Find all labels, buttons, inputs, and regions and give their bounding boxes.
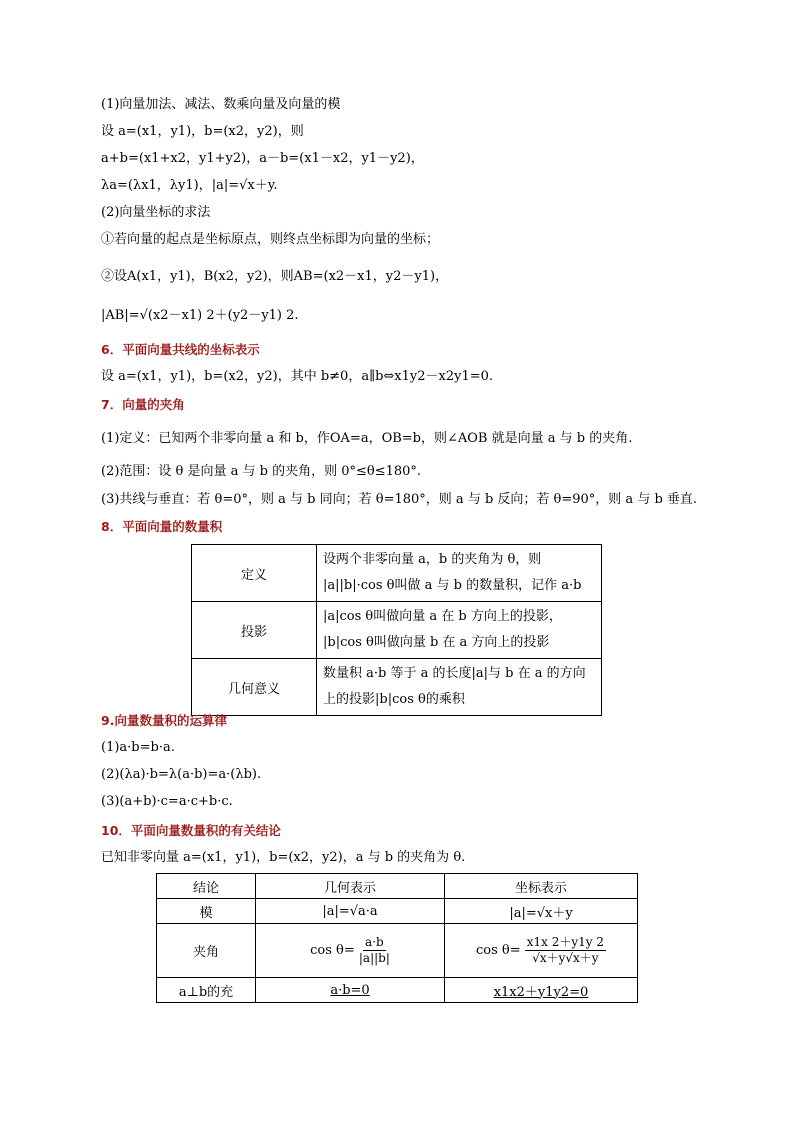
table-row: [192, 659, 602, 716]
formula-prefix: cos θ=: [475, 943, 521, 958]
table-cell: [256, 924, 445, 978]
table-key: 投影: [192, 602, 317, 659]
subsection-title: (2)向量坐标的求法: [101, 205, 211, 220]
table-value: [317, 602, 602, 659]
value-line: 数量积 a·b 等于 a 的长度|a|与 b 在 a 的方向: [323, 666, 586, 681]
value-line: |b|cos θ叫做向量 b 在 a 方向上的投影: [323, 635, 550, 650]
angle-range: (2)范围：设 θ 是向量 a 与 b 的夹角，则 0°≤θ≤180°.: [101, 464, 422, 479]
value-line: |a|cos θ叫做向量 a 在 b 方向上的投影，: [323, 609, 562, 624]
table-value: [317, 545, 602, 602]
formula-scalar-modulus: λa=(λx1，λy1)，|a|=√x＋y.: [101, 178, 278, 193]
value-line: 上的投影|b|cos θ的乘积: [323, 692, 465, 707]
fraction: [525, 935, 606, 966]
table-cell: 模: [157, 899, 256, 924]
fraction: [359, 935, 390, 966]
table-value: [317, 659, 602, 716]
law-commutative: (1)a·b=b·a.: [101, 740, 175, 755]
dot-product-table: [191, 544, 602, 716]
value-line: |a||b|·cos θ叫做 a 与 b 的数量积，记作 a·b: [323, 578, 582, 593]
column-header: 结论: [157, 874, 256, 899]
table-cell: [445, 924, 638, 978]
table-row: [157, 924, 638, 978]
formula-prefix: cos θ=: [310, 943, 355, 958]
text-line: 设 a=(x1，y1)，b=(x2，y2)，则: [101, 124, 304, 139]
formula-ab-length: |AB|=√(x2－x1) 2＋(y2－y1) 2.: [101, 308, 299, 323]
value-line: 设两个非零向量 a，b 的夹角为 θ，则: [323, 552, 542, 567]
law-scalar: (2)(λa)·b=λ(a·b)=a·(λb).: [101, 767, 262, 782]
table-row: [192, 602, 602, 659]
section-heading-9: 9.向量数量积的运算律: [101, 713, 227, 728]
numerator: x1x 2＋y1y 2: [526, 935, 605, 949]
table-key: 几何意义: [192, 659, 317, 716]
table-key: 定义: [192, 545, 317, 602]
denominator: |a||b|: [358, 951, 390, 965]
formula-vector-ab: ②设A(x1，y1)，B(x2，y2)，则AB=(x2－x1，y2－y1)，: [101, 269, 449, 284]
section-heading-10: 10．平面向量数量积的有关结论: [101, 823, 281, 838]
subsection-title: (1)向量加法、减法、数乘向量及向量的模: [101, 97, 341, 112]
collinear-perpendicular: (3)共线与垂直：若 θ=0°，则 a 与 b 同向；若 θ=180°，则 a 与 b 反向；若 θ=90°，则 a 与 b 垂直.: [101, 492, 698, 507]
table-cell: 夹角: [157, 924, 256, 978]
table-header-row: [157, 874, 638, 899]
section-heading-6: 6．平面向量共线的坐标表示: [101, 342, 260, 357]
text-line: ①若向量的起点是坐标原点，则终点坐标即为向量的坐标；: [101, 232, 440, 247]
column-header: 几何表示: [256, 874, 445, 899]
text-line: 已知非零向量 a=(x1，y1)，b=(x2，y2)，a 与 b 的夹角为 θ.: [101, 850, 466, 865]
table-cell: a·b=0: [256, 978, 445, 1003]
section-heading-7: 7．向量的夹角: [101, 397, 185, 412]
law-distributive: (3)(a+b)·c=a·c+b·c.: [101, 794, 233, 809]
formula-sum-diff: a+b=(x1+x2，y1+y2)，a－b=(x1－x2，y1－y2)，: [101, 151, 424, 166]
column-header: 坐标表示: [445, 874, 638, 899]
angle-definition: (1)定义：已知两个非零向量 a 和 b，作OA=a，OB=b，则∠AOB 就是向量 a 与 b 的夹角.: [101, 431, 633, 446]
section-heading-8: 8．平面向量的数量积: [101, 519, 223, 534]
collinear-condition: 设 a=(x1，y1)，b=(x2，y2)，其中 b≠0，a∥b⇔x1y2－x2y1=0.: [101, 369, 494, 384]
table-cell: a⊥b的充: [157, 978, 256, 1003]
table-row: [157, 978, 638, 1003]
denominator: √x＋y√x＋y: [532, 951, 599, 965]
table-row: [157, 899, 638, 924]
numerator: a·b: [365, 935, 384, 949]
table-cell: |a|=√a·a: [256, 899, 445, 924]
table-cell: x1x2＋y1y2=0: [445, 978, 638, 1003]
table-row: [192, 545, 602, 602]
table-cell: |a|=√x＋y: [445, 899, 638, 924]
conclusions-table: [156, 873, 638, 1003]
